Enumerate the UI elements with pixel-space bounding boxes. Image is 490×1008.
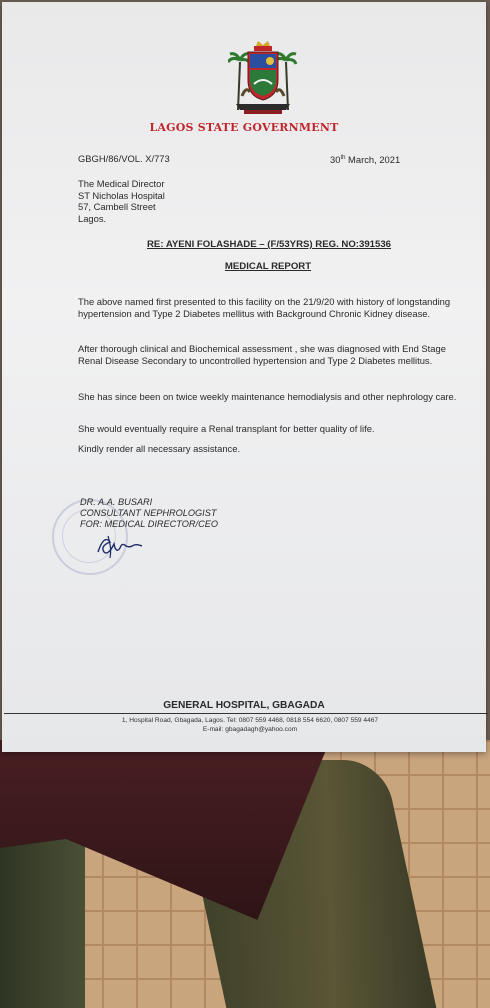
medical-report-letter bbox=[2, 2, 486, 752]
body-paragraph: She has since been on twice weekly maintenance hemodialysis and other nephrology care. bbox=[78, 391, 457, 402]
letter-date: 30th March, 2021 bbox=[330, 154, 401, 166]
hospital-name: GENERAL HOSPITAL, GBAGADA bbox=[163, 700, 325, 711]
body-paragraph: After thorough clinical and Biochemical assessment , she was diagnosed with End Stage Renal Disease Secondary to uncontrolled hypertension and Type 2 Diabetes mellitus. bbox=[78, 343, 446, 366]
recipient-line: 57, Cambell Street bbox=[78, 201, 156, 213]
handwritten-signature-icon bbox=[90, 530, 150, 562]
recipient-address bbox=[78, 178, 165, 224]
subject-line: RE: AYENI FOLASHADE – (F/53YRS) REG. NO:391536 bbox=[147, 239, 391, 250]
hospital-address: 1, Hospital Road, Gbagada, Lagos. Tel: 0807 559 4468, 0818 554 6620, 0807 559 4467 bbox=[121, 717, 379, 724]
signatory-name: DR. A.A. BUSARI bbox=[80, 497, 153, 507]
body-paragraph: Kindly render all necessary assistance. bbox=[78, 443, 241, 454]
lagos-coat-of-arms-icon bbox=[228, 40, 298, 116]
report-title: MEDICAL REPORT bbox=[224, 261, 312, 272]
recipient-line: ST Nicholas Hospital bbox=[78, 189, 165, 201]
government-heading: LAGOS STATE GOVERNMENT bbox=[149, 121, 339, 134]
signatory-title: CONSULTANT NEPHROLOGIST bbox=[80, 508, 217, 519]
signature-block bbox=[80, 497, 218, 531]
body-paragraph: She would eventually require a Renal transplant for better quality of life. bbox=[78, 423, 375, 434]
body-paragraph: The above named first presented to this facility on the 21/9/20 with history of longstanding hypertension and Type 2 Diabetes mellitus with Background Chronic Kidney disease. bbox=[78, 296, 451, 319]
recipient-line: Lagos. bbox=[78, 212, 107, 224]
hospital-email: E-mail: gbagadagh@yahoo.com bbox=[202, 726, 298, 733]
recipient-line: The Medical Director bbox=[78, 178, 165, 189]
signatory-for: FOR: MEDICAL DIRECTOR/CEO bbox=[80, 519, 219, 530]
footer-divider bbox=[4, 713, 488, 714]
reference-number: GBGH/86/VOL. X/773 bbox=[78, 153, 170, 164]
